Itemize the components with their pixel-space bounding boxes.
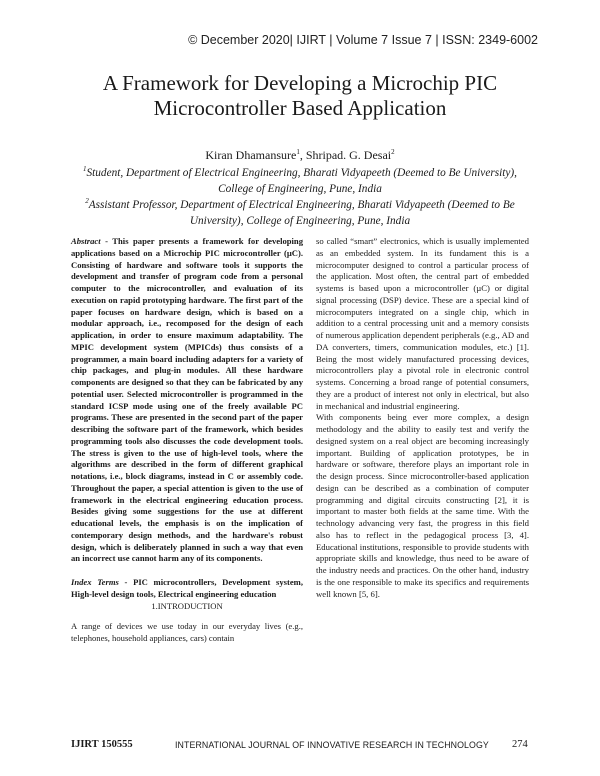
introduction-paragraph-2: With components being ever more complex, a design methodology and the ability to easily test and verify the designed system on a real object are becoming increasingly important. Building of application prototypes, be in hardware or software, therefore plays an important role in the design process. Since microcontroller-based application design can be described as a combination of computer programming and digital circuits constructing [2], it is important to master both fields at the same time. With the technology advancing very fast, the progress in this field also has to reflect in the pedagogical process [3, 4]. Educational institutions, responsible to provide students with appropriate skills and knowledge, thus need to be aware of the industry needs and practices. On the other hand, industry is the one responsible to make its specifics and requirements well known [5, 6]. [316, 412, 529, 599]
abstract-label: Abstract [71, 236, 101, 246]
affiliation-2 [70, 197, 530, 229]
author-2: Shripad. G. Desai [305, 148, 392, 162]
paper-title [0, 71, 600, 121]
author-2-affiliation-mark: 2 [391, 148, 395, 156]
introduction-paragraph-continued: so called “smart” electronics, which is usually implemented as an embedded system. In its fundament this is a microcomputer designed to control a particular process of the application. Most often, the central part of embedded systems is based upon a microcontroller (µC) or digital signal processing (DSP) device. These are a special kind of microcomputers integrated on a single chip, which in addition to a central processing unit and a memory consists of numerous application dependent peripherals (e.g., AD and DA converters, timers, communication modules, etc.) [1]. Being the most widely manufactured processing devices, microcontrollers play a pivotal role in electronic control systems. Concerning a broad range of potential consumers, they are a product of interest not only in electrical, but also in mechanical and industrial engineering. [316, 236, 529, 411]
author-separator: , [299, 148, 306, 162]
introduction-paragraph-start: A range of devices we use today in our everyday lives (e.g., telephones, household appliances, cars) contain [71, 621, 303, 643]
footer-page-number: 274 [512, 739, 528, 750]
abstract-text: - This paper presents a framework for developing applications based on a Microchip PIC microcontroller (µC). Consisting of hardware and software tools it supports the development and transfer of program code from a personal computer to the microcontroller, and evaluation of its execution on rapid prototyping hardware. The first part of the paper focuses on hardware design, which is based on a modular approach, i.e., recomposed for the design of each application, in order to ensure maximum adaptability. The MPIC development system (MPICds) thus consists of a programmer, a main board including adapters for a variety of chip packages, and plug-in modules. All these hardware components are designed so that they can be fabricated by any potential user. Selected microcontroller is programmed in the standard ICSP mode using one of the freely available PC programs. These are presented in the second part of the paper describing the software part of the framework, which besides programming tools also discusses the code development tools. The stress is given to the use of high-level tools, where the algorithms are described in the form of different graphical notations, i.e., block diagrams, instead in C or assembly code. Throughout the paper, a special attention is given to the use of framework in the electrical engineering education process. Besides giving some suggestions for the use at different educational levels, the emphasis is on the implication of contemporary design methods, and the hardware's robust design, which is deliberately planned in such a way that even an incorrect use cannot harm any of its components. [71, 236, 303, 564]
index-terms-text: - PIC microcontrollers, Development system, High-level design tools, Electrical engineering education [71, 577, 303, 599]
right-column [316, 236, 529, 600]
affiliation-2-text: Assistant Professor, Department of Electrical Engineering, Bharati Vidyapeeth (Deemed to Be University), College of Engineering, Pune, India [88, 199, 515, 227]
affiliation-1 [70, 165, 530, 197]
section-heading-introduction: 1.INTRODUCTION [151, 600, 223, 611]
abstract [71, 236, 303, 565]
footer-journal-name: INTERNATIONAL JOURNAL OF INNOVATIVE RESEARCH IN TECHNOLOGY [175, 740, 489, 750]
affiliation-1-text: Student, Department of Electrical Engineering, Bharati Vidyapeeth (Deemed to Be University), College of Engineering, Pune, India [86, 167, 518, 195]
author-1: Kiran Dhamansure [205, 148, 297, 162]
index-terms [71, 577, 303, 601]
index-terms-label: Index Terms [71, 577, 119, 587]
affiliation-2-mark: 2 [85, 197, 89, 206]
footer-paper-id: IJIRT 150555 [71, 739, 133, 750]
journal-header: © December 2020| IJIRT | Volume 7 Issue 7 | ISSN: 2349-6002 [188, 33, 538, 47]
author-list [0, 148, 600, 163]
title-line-1: A Framework for Developing a Microchip PIC [102, 71, 498, 95]
left-column [71, 236, 303, 645]
title-line-2: Microcontroller Based Application [153, 96, 447, 120]
affiliation-1-mark: 1 [82, 165, 87, 174]
author-1-affiliation-mark: 1 [296, 148, 300, 156]
